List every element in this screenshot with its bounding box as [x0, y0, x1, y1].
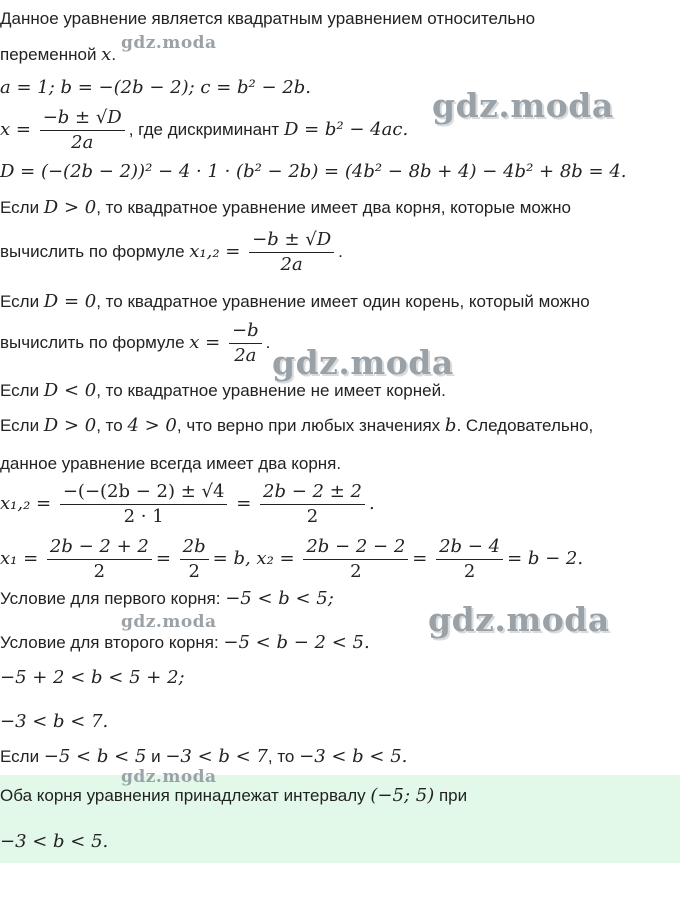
watermark-logo: gdz.moda [121, 767, 217, 787]
text-line: данное уравнение всегда имеет два корня. [0, 454, 342, 473]
fraction: $\frac{2b - 2 - 2}{2}$ [303, 535, 408, 584]
watermark-logo: gdz.moda [432, 86, 614, 125]
text-line: переменной x. [0, 44, 117, 65]
fraction: $\frac{2b - 2 \pm 2}{2}$ [260, 480, 365, 529]
inequality: −5 + 2 < b < 5 + 2; [0, 667, 185, 688]
fraction: $\frac{-b \pm √D}{2a}$ [249, 228, 334, 277]
text-line: Если −5 < b < 5 и −3 < b < 7, то −3 < b < 5. [0, 746, 408, 767]
inequality: −3 < b < 7. [0, 711, 109, 732]
text-line: Если D > 0, то квадратное уравнение имеет два корня, которые можно [0, 197, 571, 218]
answer-line: −3 < b < 5. [0, 831, 109, 852]
text-line: вычислить по формуле x = $\frac{-b}{2a}$ . [0, 320, 271, 366]
text-line: Если D < 0, то квадратное уравнение не имеет корней. [0, 380, 446, 401]
watermark-logo: gdz.moda [121, 33, 217, 53]
coefficients: a = 1; b = −(2b − 2); c = b² − 2b. [0, 77, 311, 98]
text-line: вычислить по формуле x₁,₂ = $\frac{-b \pm √D}{2a}$ . [0, 229, 343, 275]
roots-values: x₁ = $\frac{2b - 2 + 2}{2}$ = $\frac{2b}{2}$ = b, x₂ = $\frac{2b - 2 - 2}{2}$ = $\frac{2b - 4}{2}$ = b − 2. [0, 536, 584, 582]
text-line: Если D = 0, то квадратное уравнение имеет один корень, который можно [0, 291, 590, 312]
answer-line: Оба корня уравнения принадлежат интервалу (−5; 5) при [0, 785, 468, 806]
watermark-logo: gdz.moda [272, 343, 454, 382]
text-line: Если D > 0, то 4 > 0, что верно при любых значениях b. Следовательно, [0, 415, 594, 436]
text-line: Условие для второго корня: −5 < b − 2 < 5. [0, 632, 370, 653]
watermark-logo: gdz.moda [121, 612, 217, 632]
root-formula: x = $\frac{-b \pm √D}{2a}$ , где дискриминант D = b² − 4ac. [0, 107, 409, 153]
text-line: Данное уравнение является квадратным уравнением относительно [0, 9, 536, 28]
fraction: $\frac{2b}{2}$ [180, 535, 209, 584]
roots-formula: x₁,₂ = $\frac{-(-(2b - 2) \pm √4}{2 \cdot 1}$ = $\frac{2b - 2 \pm 2}{2}$ . [0, 481, 375, 527]
text-line: Условие для первого корня: −5 < b < 5; [0, 588, 334, 609]
fraction: $\frac{2b - 4}{2}$ [436, 535, 503, 584]
fraction: $\frac{-(-(2b - 2) \pm √4}{2 \cdot 1}$ [60, 480, 228, 529]
discriminant-calc: D = (−(2b − 2))² − 4 · 1 · (b² − 2b) = (4b² − 8b + 4) − 4b² + 8b = 4. [0, 161, 627, 182]
fraction: $\frac{2b - 2 + 2}{2}$ [47, 535, 152, 584]
fraction: $\frac{-b \pm √D}{2a}$ [40, 106, 125, 155]
fraction: $\frac{-b}{2a}$ [229, 319, 262, 368]
watermark-logo: gdz.moda [428, 600, 610, 639]
